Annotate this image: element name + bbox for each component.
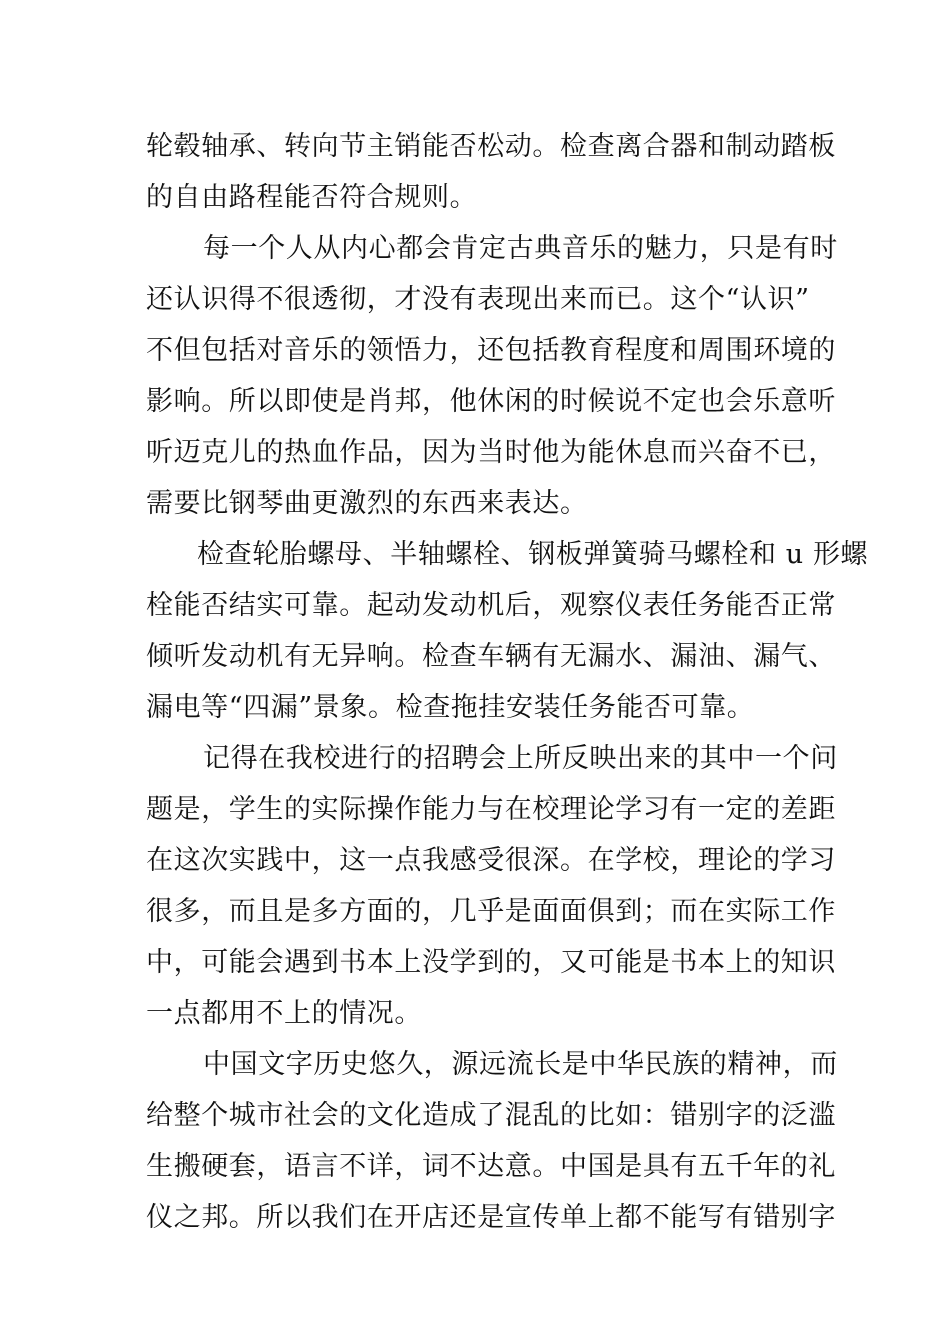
text-line: 需要比钢琴曲更激烈的东西来表达。 [146,488,588,519]
text-line: 题是，学生的实际操作能力与在校理论学习有一定的差距 [146,794,836,825]
paragraph-first-line: 记得在我校进行的招聘会上所反映出来的其中一个问 [203,743,838,774]
text-line: 影响。所以即使是肖邦，他休闲的时候说不定也会乐意听 [146,386,836,417]
paragraph-first-line: 每一个人从内心都会肯定古典音乐的魅力，只是有时 [203,233,838,264]
text-line: 给整个城市社会的文化造成了混乱的比如：错别字的泛滥 [146,1100,836,1131]
text-line: 一点都用不上的情况。 [146,998,422,1029]
text-line: 漏电等“四漏”景象。检查拖挂安装任务能否可靠。 [146,692,755,723]
paragraph-first-line: 中国文字历史悠久，源远流长是中华民族的精神，而 [203,1049,838,1080]
text-line: 的自由路程能否符合规则。 [146,182,478,213]
paragraph-first-line: 检查轮胎螺母、半轴螺栓、钢板弹簧骑马螺栓和 u 形螺 [197,539,869,570]
text-line: 还认识得不很透彻，才没有表现出来而已。这个“认识” [146,284,810,315]
text-line: 听迈克儿的热血作品，因为当时他为能休息而兴奋不已， [146,437,836,468]
text-line: 不但包括对音乐的领悟力，还包括教育程度和周围环境的 [146,335,836,366]
text-line: 仪之邦。所以我们在开店还是宣传单上都不能写有错别字 [146,1202,836,1233]
text-line: 生搬硬套，语言不详，词不达意。中国是具有五千年的礼 [146,1151,836,1182]
text-line: 中，可能会遇到书本上没学到的，又可能是书本上的知识 [146,947,836,978]
text-line: 很多，而且是多方面的，几乎是面面俱到；而在实际工作 [146,896,836,927]
text-line: 倾听发动机有无异响。检查车辆有无漏水、漏油、漏气、 [146,641,836,672]
text-line: 栓能否结实可靠。起动发动机后，观察仪表任务能否正常 [146,590,836,621]
text-line: 轮毂轴承、转向节主销能否松动。检查离合器和制动踏板 [146,131,836,162]
text-line: 在这次实践中，这一点我感受很深。在学校，理论的学习 [146,845,836,876]
